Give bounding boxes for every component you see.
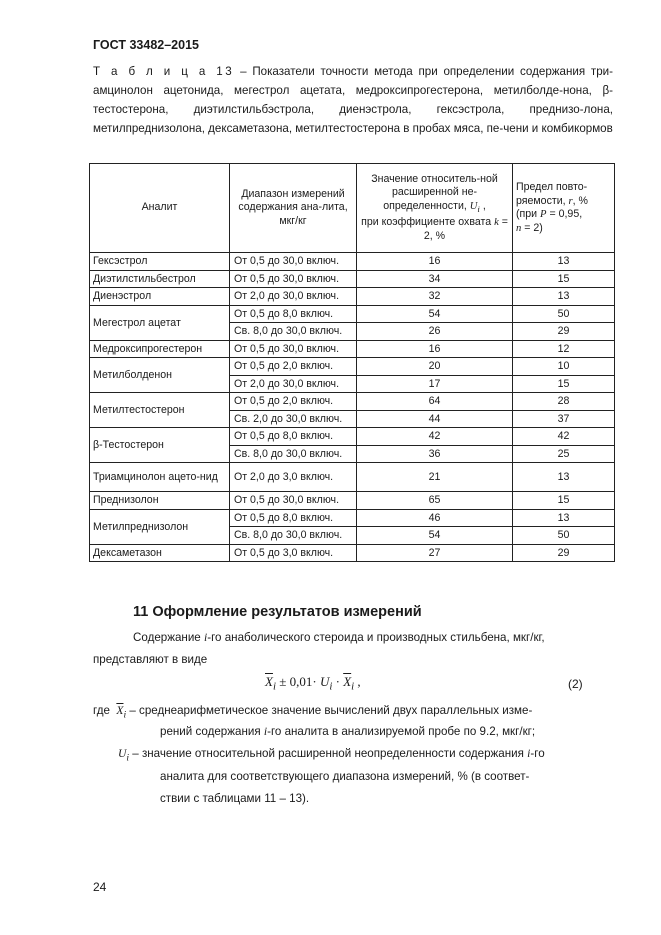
analyte-cell: Дексаметазон	[90, 544, 230, 562]
header-range: Диапазон измерений содержания ана-лита, мкг/кг	[230, 164, 357, 253]
uncertainty-cell: 20	[357, 358, 513, 376]
range-cell: От 0,5 до 3,0 включ.	[230, 544, 357, 562]
formula: $\overline{X}_i \pm 0,01\cdot U_i \cdot \overline{X}_i$ ,	[265, 674, 361, 693]
uncertainty-cell: 64	[357, 393, 513, 411]
analyte-cell: β-Тестостерон	[90, 428, 230, 463]
analyte-cell: Преднизолон	[90, 492, 230, 510]
formula-number: (2)	[568, 677, 583, 691]
table-row	[90, 270, 615, 288]
table-row	[90, 305, 615, 323]
repeatability-cell: 13	[513, 509, 615, 527]
repeatability-cell: 42	[513, 428, 615, 446]
uncertainty-cell: 32	[357, 288, 513, 306]
table-row	[90, 492, 615, 510]
repeatability-cell: 13	[513, 253, 615, 271]
repeatability-cell: 50	[513, 305, 615, 323]
definition-line: рений содержания i-го аналита в анализируемой пробе по 9.2, мкг/кг;	[160, 725, 536, 738]
uncertainty-cell: 44	[357, 410, 513, 428]
table-row	[90, 428, 615, 446]
analyte-cell: Метилболденон	[90, 358, 230, 393]
analyte-cell: Диенэстрол	[90, 288, 230, 306]
table-row	[90, 358, 615, 376]
header-uncertainty: Значение относитель-ной расширенной не-определенности, $U_i$ , при коэффициенте охвата k = 2, %	[357, 164, 513, 253]
table-row	[90, 253, 615, 271]
table-row	[90, 544, 615, 562]
repeatability-cell: 13	[513, 288, 615, 306]
definition-line: аналита для соответствующего диапазона измерений, % (в соответ-	[160, 770, 530, 783]
repeatability-cell: 10	[513, 358, 615, 376]
table-label: Т а б л и ц а 13	[93, 65, 235, 78]
section-title: 11 Оформление результатов измерений	[133, 604, 422, 620]
repeatability-cell: 28	[513, 393, 615, 411]
repeatability-cell: 29	[513, 323, 615, 341]
uncertainty-cell: 17	[357, 375, 513, 393]
definition-line: ствии с таблицами 11 – 13).	[160, 792, 310, 805]
range-cell: Св. 8,0 до 30,0 включ.	[230, 527, 357, 545]
uncertainty-cell: 34	[357, 270, 513, 288]
table-header-row	[90, 164, 615, 253]
table-row	[90, 393, 615, 411]
repeatability-cell: 25	[513, 445, 615, 463]
range-cell: От 0,5 до 2,0 включ.	[230, 393, 357, 411]
uncertainty-cell: 21	[357, 463, 513, 492]
uncertainty-cell: 54	[357, 527, 513, 545]
range-cell: От 2,0 до 30,0 включ.	[230, 288, 357, 306]
table-caption	[93, 62, 613, 138]
analyte-cell: Метилпреднизолон	[90, 509, 230, 544]
repeatability-cell: 13	[513, 463, 615, 492]
analyte-cell: Гексэстрол	[90, 253, 230, 271]
header-repeatability: Предел повто-ряемости, r, % (при P = 0,95, n = 2)	[513, 164, 615, 253]
range-cell: От 0,5 до 30,0 включ.	[230, 253, 357, 271]
repeatability-cell: 37	[513, 410, 615, 428]
paragraph-line: Содержание i-го анаболического стероида и производных стильбена, мкг/кг,	[133, 631, 545, 644]
repeatability-cell: 15	[513, 492, 615, 510]
analyte-cell: Медроксипрогестерон	[90, 340, 230, 358]
range-cell: От 0,5 до 8,0 включ.	[230, 305, 357, 323]
uncertainty-cell: 65	[357, 492, 513, 510]
analyte-cell: Диэтилстильбестрол	[90, 270, 230, 288]
table-row	[90, 509, 615, 527]
uncertainty-cell: 54	[357, 305, 513, 323]
table-row	[90, 340, 615, 358]
range-cell: Св. 8,0 до 30,0 включ.	[230, 445, 357, 463]
definition-line: где $\overline{X}_i$ – среднеарифметическое значение вычислений двух параллельных изме-	[93, 704, 533, 721]
uncertainty-cell: 42	[357, 428, 513, 446]
range-cell: От 2,0 до 3,0 включ.	[230, 463, 357, 492]
range-cell: От 0,5 до 8,0 включ.	[230, 428, 357, 446]
range-cell: От 0,5 до 8,0 включ.	[230, 509, 357, 527]
uncertainty-cell: 46	[357, 509, 513, 527]
range-cell: Св. 2,0 до 30,0 включ.	[230, 410, 357, 428]
repeatability-cell: 15	[513, 375, 615, 393]
range-cell: От 0,5 до 30,0 включ.	[230, 492, 357, 510]
range-cell: От 0,5 до 30,0 включ.	[230, 270, 357, 288]
uncertainty-cell: 26	[357, 323, 513, 341]
uncertainty-cell: 27	[357, 544, 513, 562]
range-cell: Св. 8,0 до 30,0 включ.	[230, 323, 357, 341]
standard-header: ГОСТ 33482–2015	[93, 38, 199, 52]
range-cell: От 0,5 до 2,0 включ.	[230, 358, 357, 376]
analyte-cell: Метилтестостерон	[90, 393, 230, 428]
uncertainty-cell: 16	[357, 253, 513, 271]
paragraph-line: представляют в виде	[93, 653, 208, 666]
table-caption-text: – Показатели точности метода при определении содержания три-амцинолон ацетонида, мегестрол ацетата, медроксипрогестерона, метилболде-нона, β-тестостерона, диэтилстильбэстрола, диенэстрола, гексэстрола, преднизо-лона, метилпреднизолона, дексаметазона, метилтестостерона в пробах мяса, пе-чени и комбикормов	[93, 65, 613, 135]
repeatability-cell: 12	[513, 340, 615, 358]
repeatability-cell: 29	[513, 544, 615, 562]
range-cell: От 0,5 до 30,0 включ.	[230, 340, 357, 358]
analyte-cell: Мегестрол ацетат	[90, 305, 230, 340]
repeatability-cell: 15	[513, 270, 615, 288]
header-analyte: Аналит	[90, 164, 230, 253]
repeatability-cell: 50	[513, 527, 615, 545]
table-row	[90, 463, 615, 492]
range-cell: От 2,0 до 30,0 включ.	[230, 375, 357, 393]
definition-line: $U_i$ – значение относительной расширенной неопределенности содержания i-го	[118, 747, 545, 764]
uncertainty-cell: 16	[357, 340, 513, 358]
table-row	[90, 288, 615, 306]
analyte-cell: Триамцинолон ацето-нид	[90, 463, 230, 492]
page-number: 24	[93, 880, 107, 894]
uncertainty-cell: 36	[357, 445, 513, 463]
accuracy-table	[89, 163, 615, 562]
